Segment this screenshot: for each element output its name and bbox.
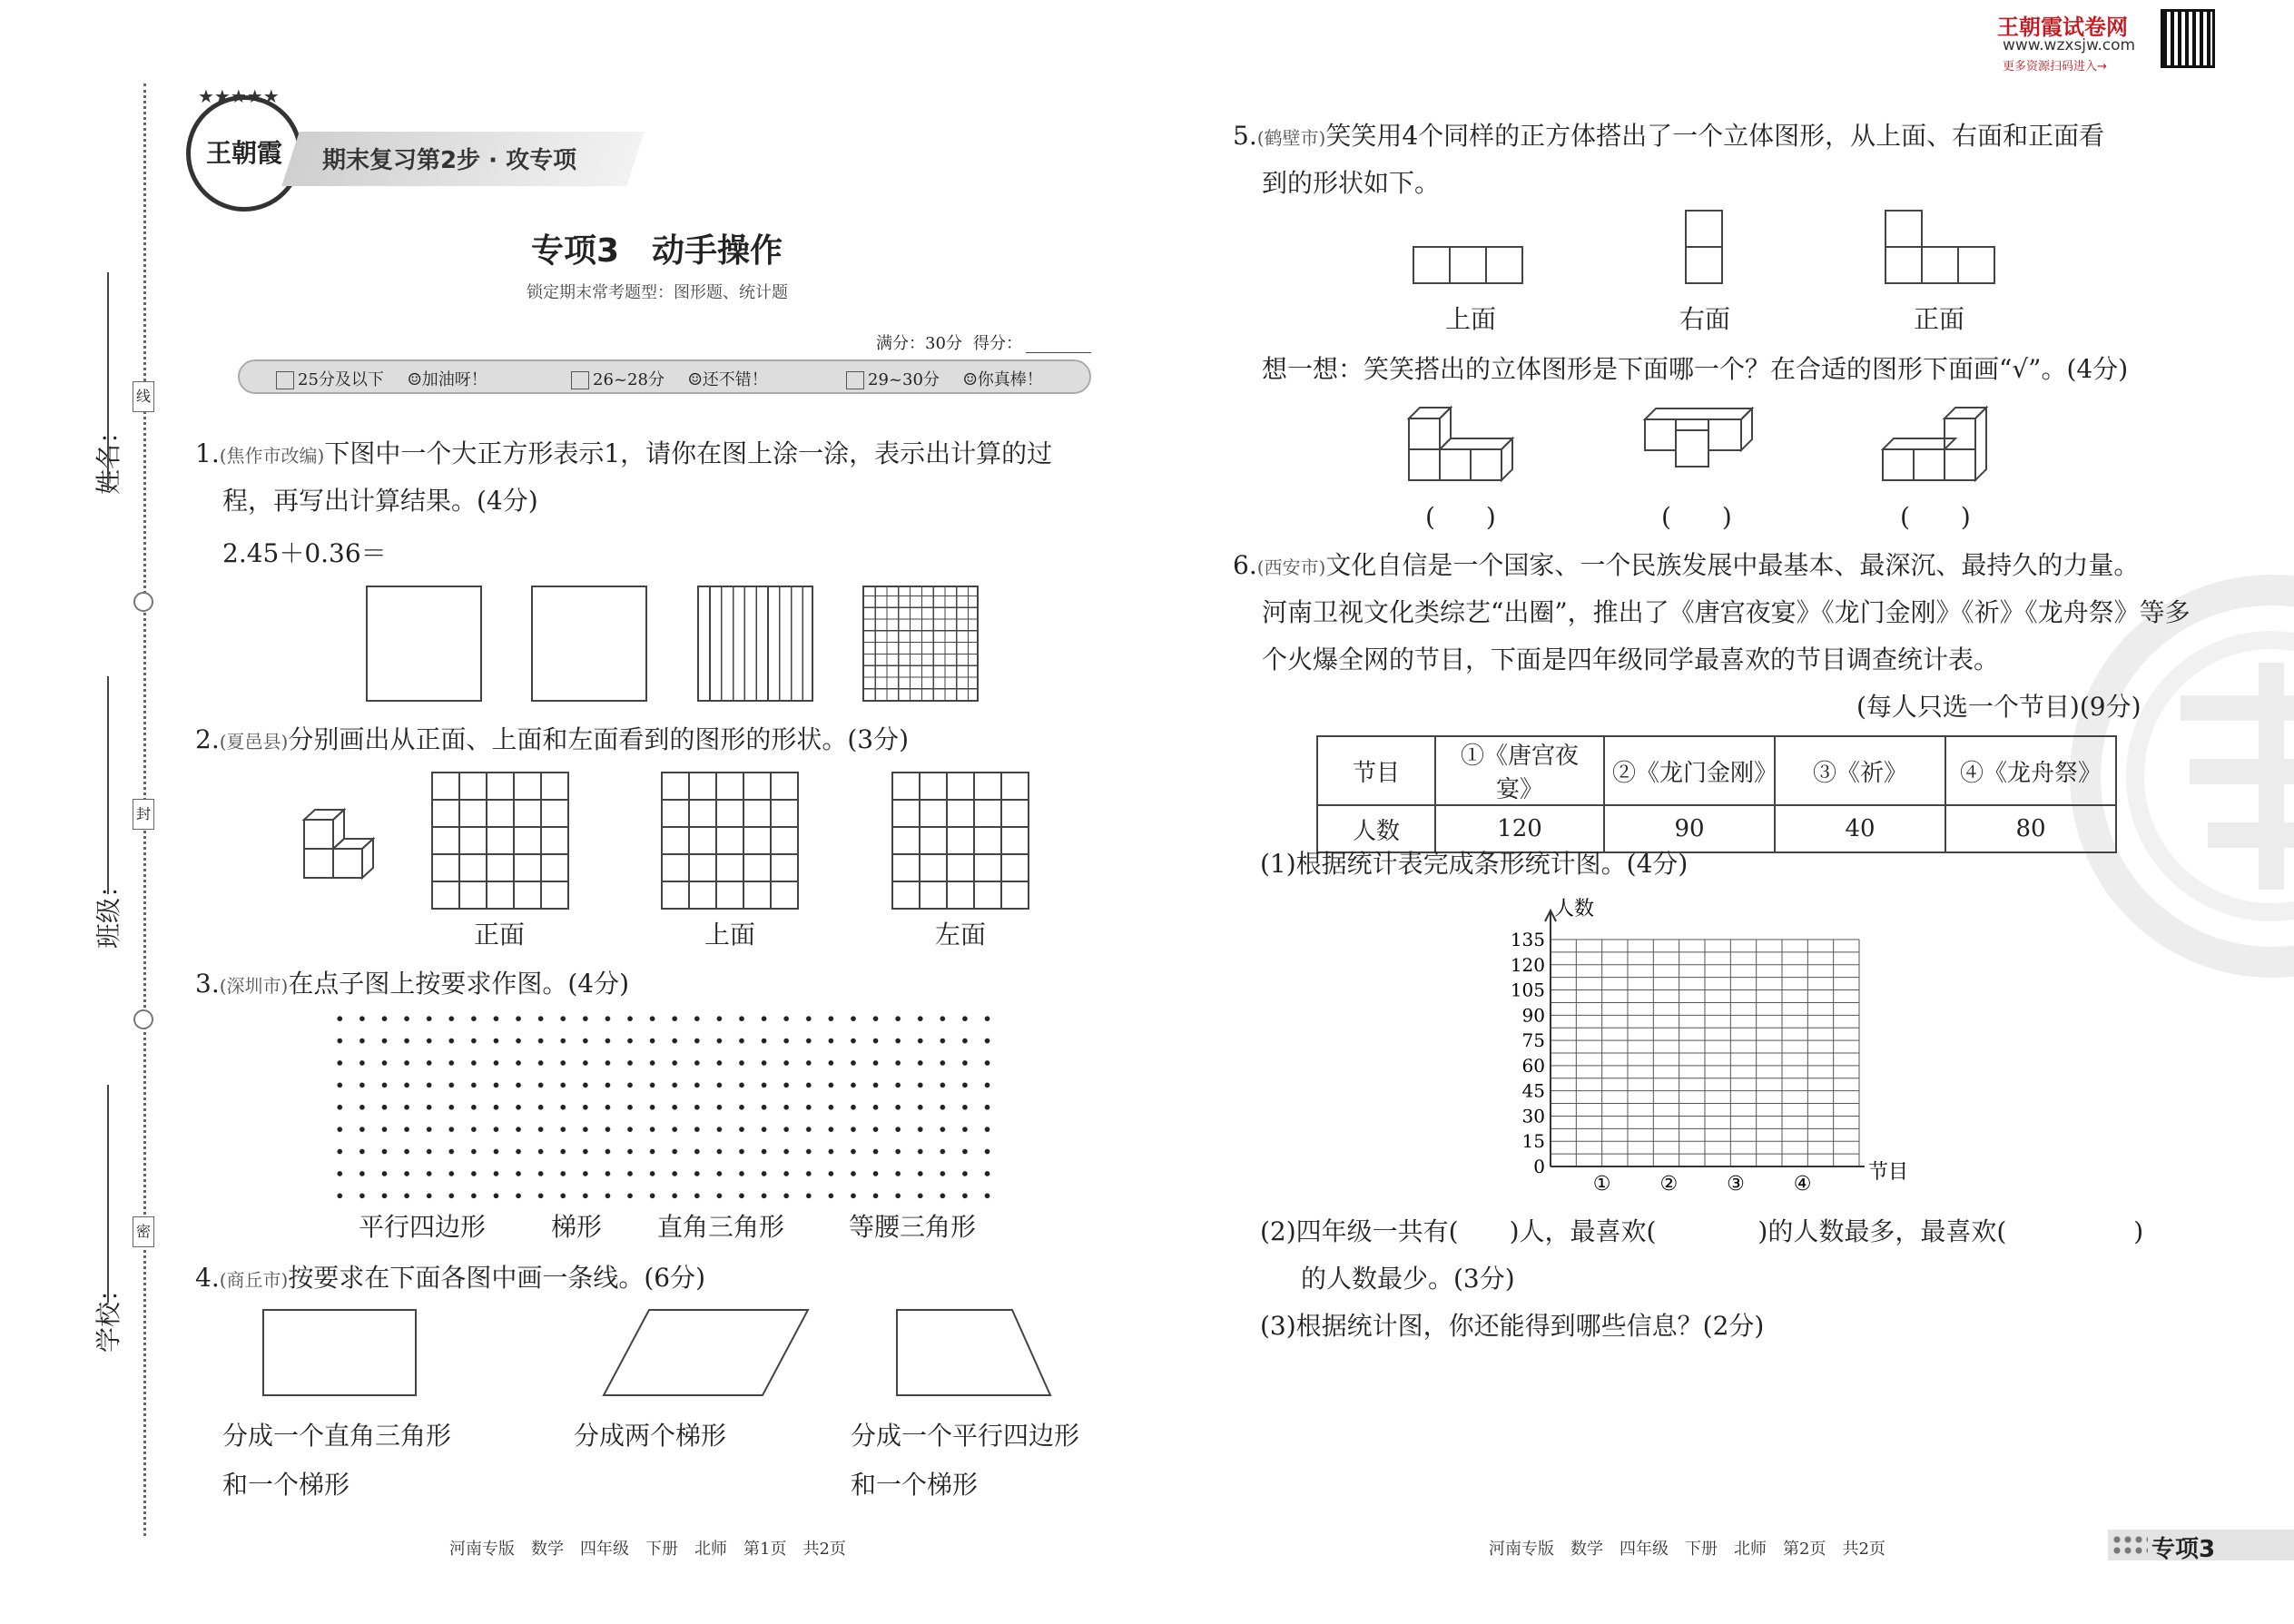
q1-expression: 2.45＋0.36＝	[222, 538, 387, 568]
q5-option-c[interactable]	[1881, 395, 2004, 484]
chart-ylabel: 人数	[1554, 898, 1595, 920]
q2-line1: 2.(夏邑县)分别画出从正面、上面和左面看到的图形的形状。(3分)	[195, 724, 909, 754]
chart-xtick-label: ①	[1592, 1173, 1611, 1196]
chart-ytick-label: 105	[1510, 979, 1545, 1001]
table-cell: 120	[1435, 805, 1604, 852]
q2-grid-front[interactable]	[431, 772, 569, 910]
q4-caption-1a: 分成一个直角三角形	[222, 1421, 452, 1451]
page-title: 专项3 动手操作	[531, 232, 783, 270]
logo-text: 王朝霞	[205, 138, 282, 168]
q5-think: 想一想：笑笑搭出的立体图形是下面哪一个？在合适的图形下面画“√”。(4分)	[1262, 354, 2129, 384]
q4-caption-3b: 和一个梯形	[851, 1470, 979, 1500]
q5-view-right	[1684, 209, 1724, 285]
footer-right: 河南专版 数学 四年级 下册 北师 第2页 共2页	[1489, 1540, 1885, 1559]
q6-sub2-line1: (2)四年级一共有( )人，最喜欢( )的人数最多，最喜欢( )	[1260, 1216, 2144, 1246]
chart-xtick-label: ②	[1659, 1173, 1679, 1196]
q3-label-parallelogram: 平行四边形	[359, 1212, 487, 1242]
chart-ytick-label: 120	[1510, 953, 1545, 976]
q5-option-a[interactable]	[1407, 395, 1530, 484]
q1-square-1[interactable]	[366, 586, 482, 702]
table-cell: 80	[1945, 805, 2116, 852]
footer-tag: 专项3	[2151, 1536, 2216, 1563]
q2-label-top: 上面	[704, 920, 756, 950]
q3-dot-grid[interactable]	[329, 1008, 1000, 1207]
qr-code-icon[interactable]	[2161, 9, 2215, 68]
q5-label-right: 右面	[1679, 304, 1731, 334]
q5-view-top	[1412, 245, 1525, 285]
q2-cube-figure	[300, 799, 386, 885]
q6-sub3: (3)根据统计图，你还能得到哪些信息？(2分)	[1260, 1311, 1765, 1341]
q4-trapezoid	[897, 1310, 1050, 1395]
cut-mark-2: 封	[133, 799, 154, 830]
table-cell: ④《龙舟祭》	[1945, 736, 2116, 805]
rating-checkbox-1[interactable]	[276, 371, 294, 389]
cut-mark-1: 线	[133, 381, 154, 412]
banner-text: 期末复习第2步 · 攻专项	[322, 147, 577, 174]
q4-caption-2a: 分成两个梯形	[574, 1421, 727, 1451]
binding-hole-1	[133, 592, 153, 612]
q4-line1: 4.(商丘市)按要求在下面各图中画一条线。(6分)	[195, 1263, 705, 1293]
class-field[interactable]	[107, 676, 109, 894]
chart-ytick-label: 75	[1521, 1029, 1545, 1052]
rating-checkbox-3[interactable]	[846, 371, 864, 389]
rating-item-1	[276, 367, 487, 390]
table-cell: ①《唐宫夜宴》	[1435, 736, 1604, 805]
score-field[interactable]	[1026, 352, 1091, 353]
chart-ytick-label: 135	[1510, 929, 1545, 950]
chart-y-axis	[1545, 910, 1556, 1166]
rating-comment-1: ☺加油呀！	[407, 370, 487, 389]
q3-line1: 3.(深圳市)在点子图上按要求作图。(4分)	[195, 969, 629, 999]
rating-checkbox-2[interactable]	[571, 371, 589, 389]
q5-answer-a[interactable]: ( )	[1425, 502, 1496, 532]
chart-xtick-label: ④	[1793, 1173, 1812, 1196]
rating-comment-3: ☺你真棒！	[962, 370, 1043, 389]
q3-label-trapezoid: 梯形	[551, 1212, 603, 1242]
q5-answer-c[interactable]: ( )	[1900, 502, 1971, 532]
rating-range-2: 26~28分	[593, 370, 665, 389]
rating-item-3	[846, 367, 1043, 390]
class-label: 班级：	[94, 871, 123, 949]
q6-line2: 河南卫视文化类综艺“出圈”，推出了《唐宫夜宴》《龙门金刚》《祈》《龙舟祭》等多	[1262, 597, 2191, 627]
rating-comment-2: ☺还不错！	[687, 370, 768, 389]
table-cell: ②《龙门金刚》	[1604, 736, 1775, 805]
footer-tag-dots	[2112, 1534, 2148, 1556]
chart-ytick-label: 0	[1533, 1156, 1545, 1177]
q6-line3: 个火爆全网的节目，下面是四年级同学最喜欢的节目调查统计表。	[1262, 645, 2000, 674]
q5-line1: 5.(鹤壁市)笑笑用4个同样的正方体搭出了一个立体图形，从上面、右面和正面看	[1233, 121, 2105, 151]
q2-grid-left[interactable]	[891, 772, 1029, 910]
q4-rectangle	[263, 1310, 416, 1395]
q6-bar-chart[interactable]	[1489, 890, 1934, 1198]
q5-label-top: 上面	[1445, 304, 1497, 334]
q4-shapes[interactable]	[254, 1303, 1071, 1403]
table-cell: 90	[1604, 805, 1775, 852]
rating-item-2	[571, 367, 768, 390]
q1-square-hundredths[interactable]	[862, 586, 979, 702]
table-cell: ③《祈》	[1775, 736, 1945, 805]
chart-ytick-label: 45	[1521, 1079, 1545, 1102]
q4-caption-1b: 和一个梯形	[222, 1470, 350, 1500]
site-tip: 更多资源扫码进入→	[2003, 60, 2107, 74]
name-label: 姓名：	[94, 418, 123, 495]
q5-line2: 到的形状如下。	[1262, 168, 1441, 198]
school-field[interactable]	[107, 1085, 109, 1303]
chart-ytick-label: 90	[1521, 1004, 1545, 1027]
chart-ytick-label: 30	[1521, 1105, 1545, 1127]
rating-bar	[238, 359, 1091, 394]
table-row	[1317, 736, 2116, 805]
q5-answer-b[interactable]: ( )	[1661, 502, 1732, 532]
chart-xlabel: 节目	[1868, 1161, 1909, 1184]
q1-square-2[interactable]	[531, 586, 647, 702]
site-url[interactable]: www.wzxsjw.com	[2003, 36, 2136, 54]
school-label: 学校：	[94, 1275, 123, 1353]
rating-range-3: 29~30分	[868, 370, 940, 389]
rating-range-1: 25分及以下	[298, 370, 384, 389]
q1-line1: 1.(焦作市改编)下图中一个大正方形表示1，请你在图上涂一涂，表示出计算的过	[195, 438, 1053, 468]
cut-mark-3: 密	[133, 1216, 154, 1247]
table-cell: 40	[1775, 805, 1945, 852]
q4-parallelogram	[604, 1310, 808, 1395]
q2-grid-top[interactable]	[661, 772, 799, 910]
q5-option-b[interactable]	[1643, 407, 1770, 477]
q1-square-tenths[interactable]	[697, 586, 813, 702]
logo-stars: ★★★★★	[198, 85, 280, 107]
q5-label-front: 正面	[1914, 304, 1965, 334]
page-subtitle: 锁定期末常考题型：图形题、统计题	[527, 283, 788, 302]
full-score: 满分：30分	[876, 334, 962, 353]
q6-note: (每人只选一个节目)(9分)	[1856, 692, 2141, 722]
q2-label-front: 正面	[474, 920, 526, 950]
site-name[interactable]: 王朝霞试卷网	[1997, 15, 2128, 40]
q3-label-isosceles-triangle: 等腰三角形	[849, 1212, 977, 1242]
q2-label-left: 左面	[935, 920, 987, 950]
q6-stats-table	[1316, 735, 2117, 853]
binding-hole-2	[133, 1009, 153, 1029]
chart-xtick-label: ③	[1727, 1173, 1745, 1196]
q4-caption-3a: 分成一个平行四边形	[851, 1421, 1080, 1451]
q6-sub1: (1)根据统计表完成条形统计图。(4分)	[1260, 849, 1689, 879]
brand-logo	[186, 85, 302, 212]
score-label: 得分：	[973, 334, 1022, 353]
footer-left: 河南专版 数学 四年级 下册 北师 第1页 共2页	[449, 1540, 846, 1559]
chart-ytick-label: 60	[1521, 1054, 1545, 1077]
q5-view-front	[1884, 209, 1997, 285]
table-cell: 人数	[1317, 805, 1435, 852]
table-cell: 节目	[1317, 736, 1435, 805]
q6-sub2-line2: 的人数最少。(3分)	[1301, 1264, 1515, 1294]
q6-line1: 6.(西安市)文化自信是一个国家、一个民族发展中最基本、最深沉、最持久的力量。	[1233, 550, 2140, 580]
name-field[interactable]	[107, 272, 109, 490]
q1-line2: 程，再写出计算结果。(4分)	[222, 486, 538, 516]
chart-ytick-label: 15	[1521, 1130, 1545, 1153]
q3-label-right-triangle: 直角三角形	[657, 1212, 785, 1242]
